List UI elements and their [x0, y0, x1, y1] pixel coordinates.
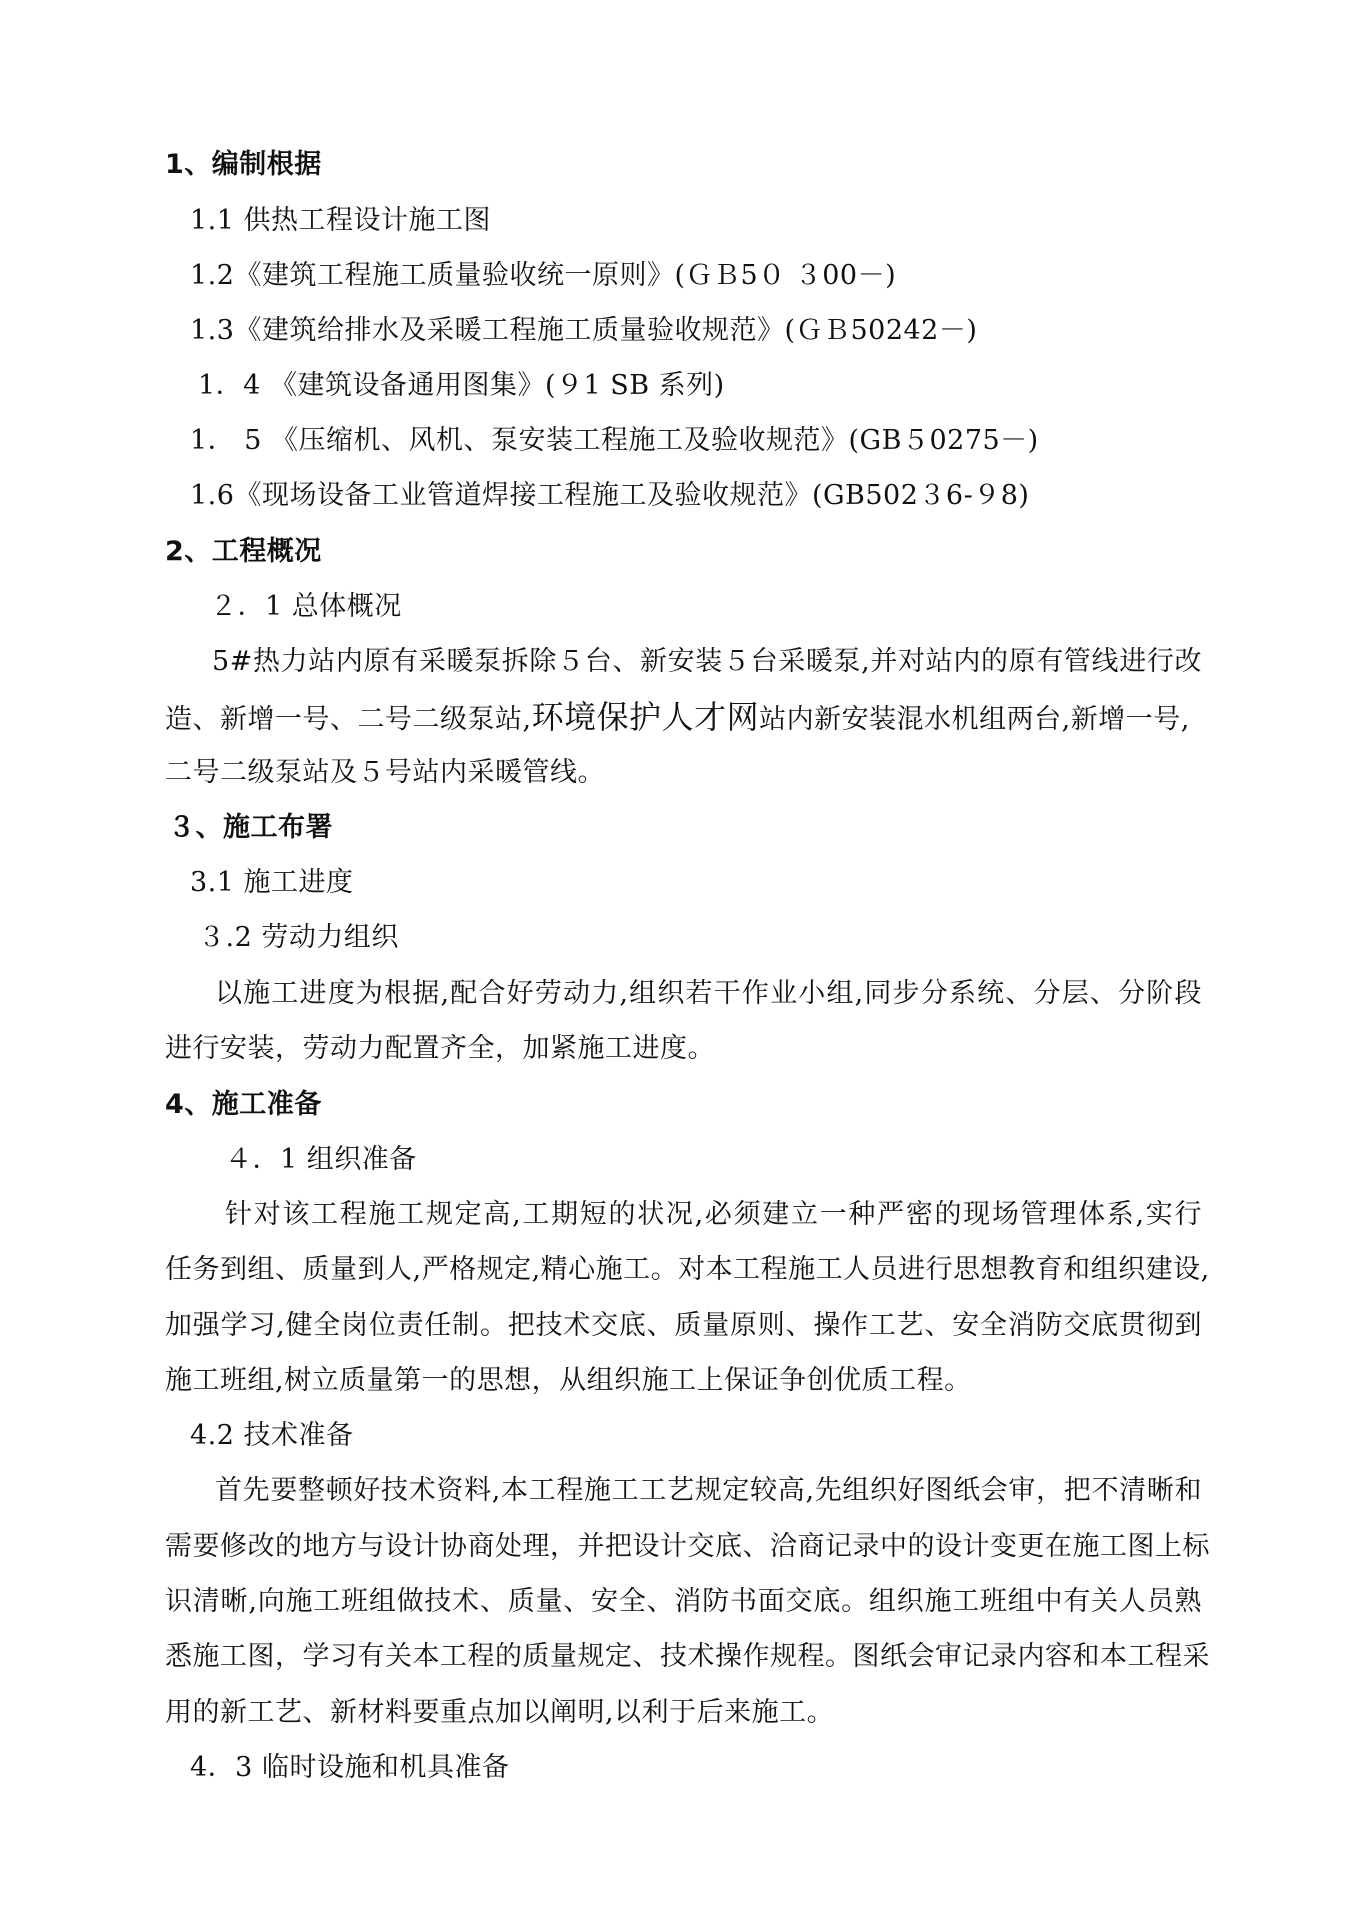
section-1-item-4: 1．4 《建筑设备通用图集》(９1 SB 系列): [198, 370, 725, 401]
section-3-title: ３、施工布署: [168, 812, 333, 843]
section-1-title: 1、编制根据: [165, 149, 322, 180]
section-2-para-line-1: 5#热力站内原有采暖泵拆除５台、新安装５台采暖泵,并对站内的原有管线进行改: [212, 646, 1202, 677]
watermark-text: 环境保护人才网: [531, 698, 760, 736]
section-3-para-line-1: 以施工进度为根据,配合好劳动力,组织若干作业小组,同步分系统、分层、分阶段: [215, 978, 1202, 1009]
section-2-para-line-2: [165, 700, 1190, 737]
section-3-subtitle-2: ３.2 劳动力组织: [198, 922, 399, 953]
section-1-item-3: 1.3《建筑给排水及采暖工程施工质量验收规范》(ＧＢ50242－): [190, 315, 978, 346]
section-4-para-1-line-3: 加强学习,健全岗位责任制。把技术交底、质量原则、操作工艺、安全消防交底贯彻到: [165, 1310, 1202, 1341]
section-4-subtitle-2: 4.2 技术准备: [190, 1420, 354, 1451]
section-3-subtitle-1: 3.1 施工进度: [190, 867, 354, 898]
section-4-title: 4、施工准备: [165, 1089, 322, 1120]
section-2-para-line-2-a: 造、新增一号、二号二级泵站,: [165, 704, 532, 735]
section-1-item-5: 1． 5 《压缩机、风机、泵安装工程施工及验收规范》(GB５0275－): [190, 425, 1039, 456]
section-2-title: 2、工程概况: [165, 536, 322, 567]
section-2-para-line-2-b: 站内新安装混水机组两台,新增一号,: [759, 704, 1190, 735]
section-2-subtitle-1: ２．1 总体概况: [210, 591, 402, 622]
section-4-para-2-line-3: 识清晰,向施工班组做技术、质量、安全、消防书面交底。组织施工班组中有关人员熟: [165, 1586, 1202, 1617]
section-4-para-1-line-4: 施工班组,树立质量第一的思想，从组织施工上保证争创优质工程。: [165, 1365, 972, 1396]
section-4-para-2-line-4: 悉施工图，学习有关本工程的质量规定、技术操作规程。图纸会审记录内容和本工程采: [165, 1641, 1210, 1672]
section-3-para-line-2: 进行安装，劳动力配置齐全，加紧施工进度。: [165, 1033, 715, 1064]
section-4-subtitle-3: 4．3 临时设施和机具准备: [190, 1752, 510, 1783]
section-4-para-1-line-2: 任务到组、质量到人,严格规定,精心施工。对本工程施工人员进行思想教育和组织建设,: [165, 1254, 1210, 1285]
section-1-item-1: 1.1 供热工程设计施工图: [190, 205, 492, 236]
section-4-para-1-line-1: 针对该工程施工规定高,工期短的状况,必须建立一种严密的现场管理体系,实行: [225, 1199, 1202, 1230]
section-4-subtitle-1: ４．1 组织准备: [225, 1144, 417, 1175]
section-2-para-line-3: 二号二级泵站及５号站内采暖管线。: [165, 757, 605, 788]
section-4-para-2-line-1: 首先要整顿好技术资料,本工程施工工艺规定较高,先组织好图纸会审，把不清晰和: [215, 1475, 1202, 1506]
section-1-item-2: 1.2《建筑工程施工质量验收统一原则》(ＧＢ5０ ３00－): [190, 260, 897, 291]
section-4-para-2-line-2: 需要修改的地方与设计协商处理，并把设计交底、洽商记录中的设计变更在施工图上标: [165, 1531, 1210, 1562]
section-4-para-2-line-5: 用的新工艺、新材料要重点加以阐明,以利于后来施工。: [165, 1697, 835, 1728]
section-1-item-6: 1.6《现场设备工业管道焊接工程施工及验收规范》(GB502３6-９8): [190, 480, 1030, 511]
